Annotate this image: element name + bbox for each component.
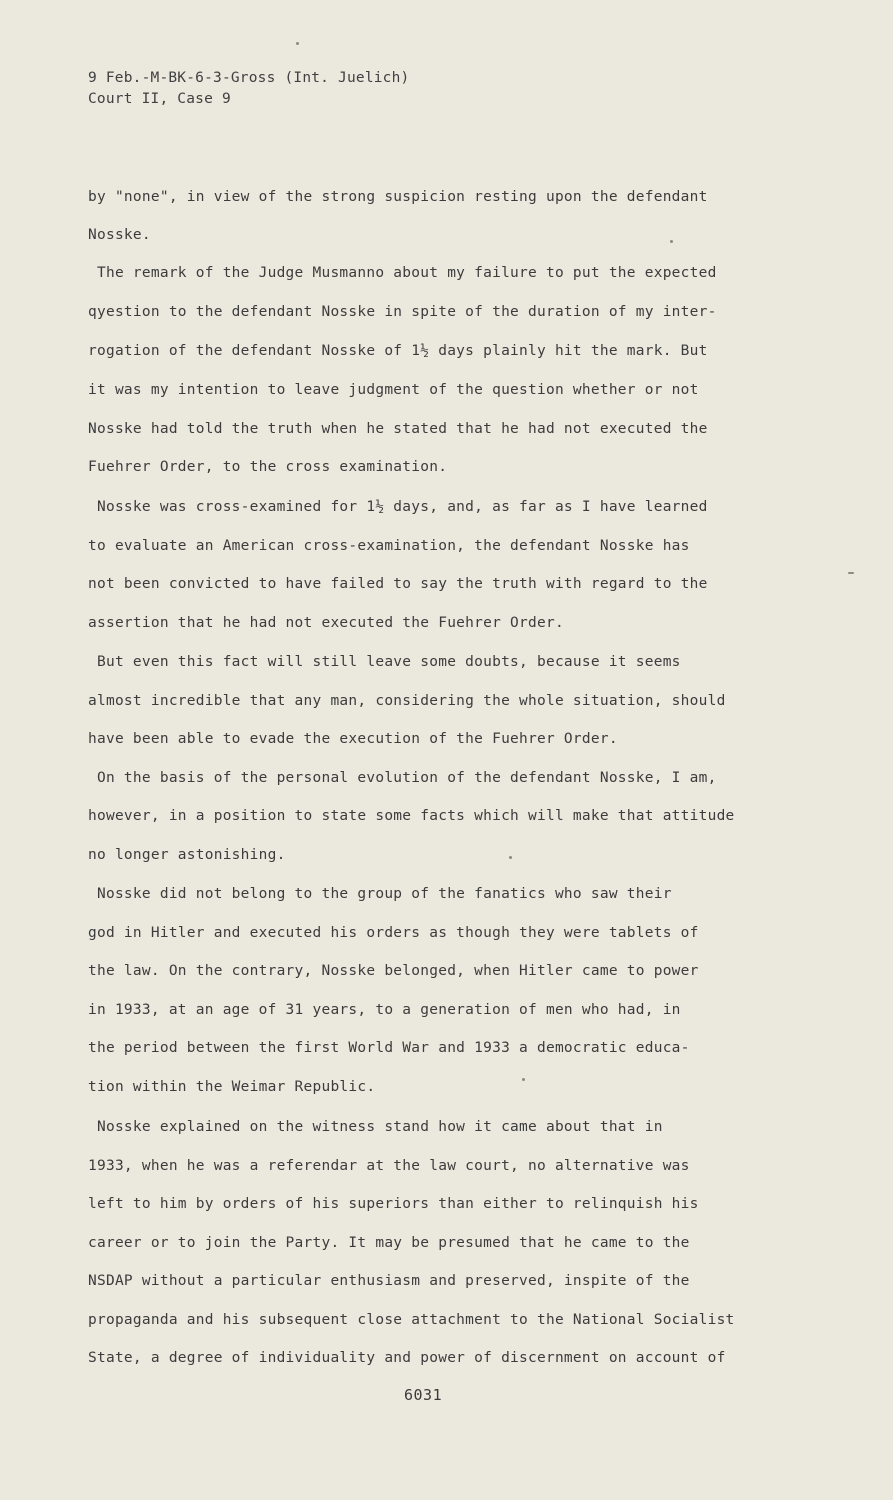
body-line: Nosske. (88, 227, 151, 243)
paper-speck (509, 856, 512, 859)
body-line: qyestion to the defendant Nosske in spite of the duration of my inter- (88, 304, 717, 320)
body-line: god in Hitler and executed his orders as though they were tablets of (88, 925, 699, 941)
body-line: NSDAP without a particular enthusiasm and preserved, inspite of the (88, 1273, 690, 1289)
header-reference: 9 Feb.-M-BK-6-3-Gross (Int. Juelich) (88, 70, 410, 86)
body-line: have been able to evade the execution of the Fuehrer Order. (88, 731, 618, 747)
body-line: to evaluate an American cross-examination, the defendant Nosske has (88, 538, 690, 554)
body-line: On the basis of the personal evolution of the defendant Nosske, I am, (88, 770, 717, 786)
body-line: State, a degree of individuality and power of discernment on account of (88, 1350, 726, 1366)
body-line: it was my intention to leave judgment of the question whether or not (88, 382, 699, 398)
body-line: the law. On the contrary, Nosske belonged, when Hitler came to power (88, 963, 699, 979)
body-line: Nosske did not belong to the group of the fanatics who saw their (88, 886, 672, 902)
body-line: tion within the Weimar Republic. (88, 1079, 376, 1095)
body-line: rogation of the defendant Nosske of 1½ days plainly hit the mark. But (88, 343, 708, 359)
body-line: But even this fact will still leave some doubts, because it seems (88, 654, 681, 670)
body-line: in 1933, at an age of 31 years, to a generation of men who had, in (88, 1002, 681, 1018)
body-line: assertion that he had not executed the Fuehrer Order. (88, 615, 564, 631)
body-line: by "none", in view of the strong suspicion resting upon the defendant (88, 189, 708, 205)
body-line: the period between the first World War and 1933 a democratic educa- (88, 1040, 690, 1056)
header-court-case: Court II, Case 9 (88, 91, 231, 107)
body-line: not been convicted to have failed to say the truth with regard to the (88, 576, 708, 592)
paper-speck (670, 240, 673, 243)
body-line: Nosske was cross-examined for 1½ days, and, as far as I have learned (88, 499, 708, 515)
body-line: Nosske explained on the witness stand how it came about that in (88, 1119, 663, 1135)
body-line: however, in a position to state some facts which will make that attitude (88, 808, 735, 824)
paper-speck (296, 42, 299, 45)
body-line: Nosske had told the truth when he stated that he had not executed the (88, 421, 708, 437)
body-line: Fuehrer Order, to the cross examination. (88, 459, 448, 475)
paper-speck (522, 1078, 525, 1081)
page-number: 6031 (404, 1386, 443, 1404)
paper-speck (848, 572, 854, 574)
body-line: no longer astonishing. (88, 847, 286, 863)
body-line: 1933, when he was a referendar at the law court, no alternative was (88, 1158, 690, 1174)
body-line: The remark of the Judge Musmanno about my failure to put the expected (88, 265, 717, 281)
body-line: propaganda and his subsequent close attachment to the National Socialist (88, 1312, 735, 1328)
body-line: left to him by orders of his superiors than either to relinquish his (88, 1196, 699, 1212)
document-header (88, 68, 409, 110)
body-line: career or to join the Party. It may be presumed that he came to the (88, 1235, 690, 1251)
body-line: almost incredible that any man, considering the whole situation, should (88, 693, 726, 709)
